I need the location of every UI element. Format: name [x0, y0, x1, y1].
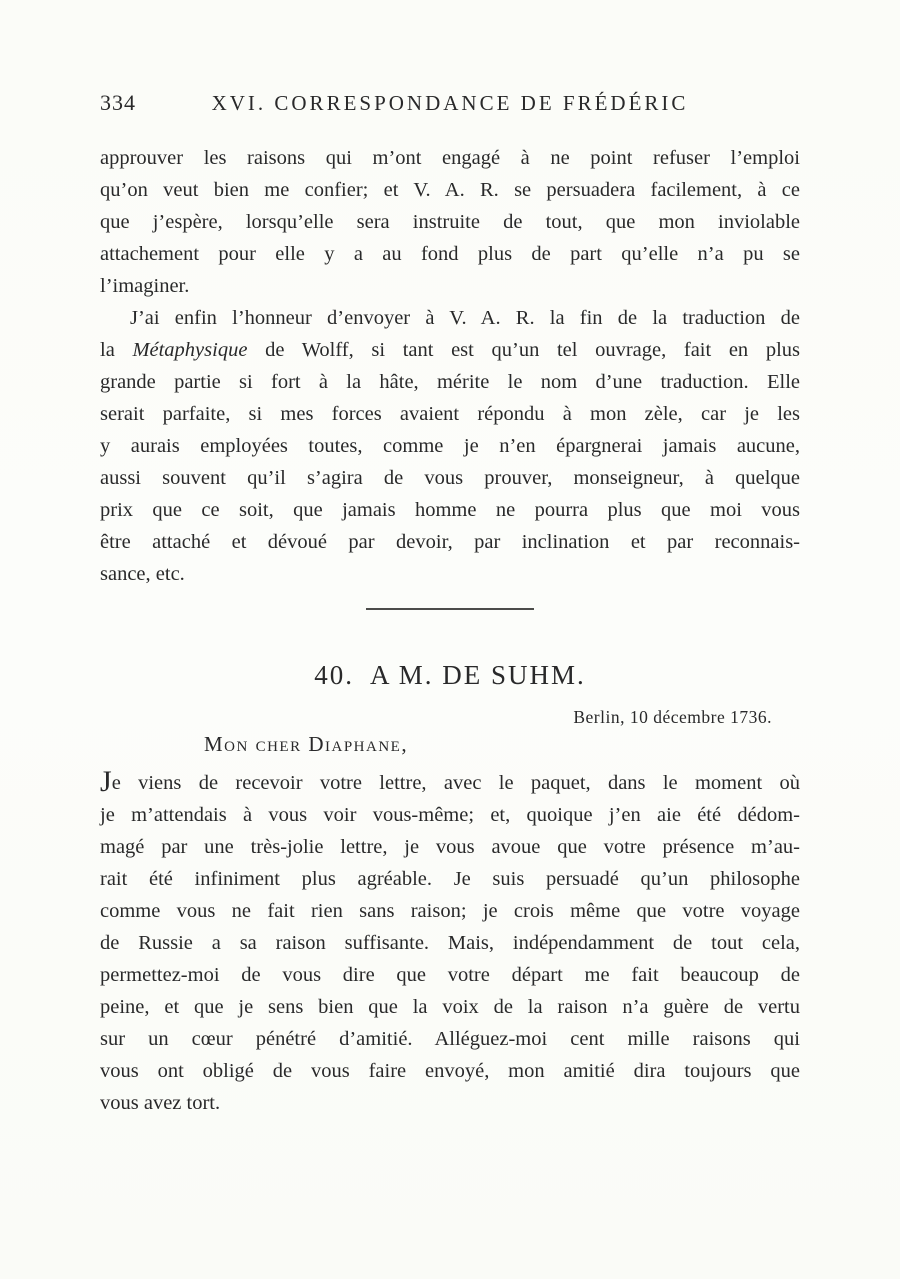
- text-line: que j’espère, lorsqu’elle sera instruite de tout, que mon inviolable: [100, 211, 800, 233]
- text-line: aussi souvent qu’il s’agira de vous prouver, monseigneur, à quelque: [100, 467, 800, 489]
- text-line: peine, et que je sens bien que la voix de la raison n’a guère de vertu: [100, 996, 800, 1018]
- letter-title: A M. DE SUHM.: [369, 660, 586, 690]
- drop-cap-letter: J: [100, 765, 112, 798]
- text-line: grande partie si fort à la hâte, mérite le nom d’une traduction. Elle: [100, 371, 800, 393]
- text-line: comme vous ne fait rien sans raison; je crois même que votre voyage: [100, 900, 800, 922]
- text-line: serait parfaite, si mes forces avaient répondu à mon zèle, car je les: [100, 403, 800, 425]
- text-line: sur un cœur pénétré d’amitié. Alléguez-moi cent mille raisons qui: [100, 1028, 800, 1050]
- text-line: vous avez tort.: [100, 1092, 221, 1114]
- text-line: approuver les raisons qui m’ont engagé à ne point refuser l’emploi: [100, 147, 800, 169]
- text-line: Je viens de recevoir votre lettre, avec le paquet, dans le moment où: [100, 765, 800, 798]
- chapter-title: XVI. CORRESPONDANCE DE FRÉDÉRIC: [211, 91, 689, 115]
- text-line: qu’on veut bien me confier; et V. A. R. se persuadera facilement, à ce: [100, 179, 800, 201]
- text-line: y aurais employées toutes, comme je n’en épargnerai jamais aucune,: [100, 435, 800, 457]
- text-line: être attaché et dévoué par devoir, par inclination et par reconnais-: [100, 531, 800, 553]
- paragraph: [100, 142, 800, 302]
- text-line: rait été infiniment plus agréable. Je suis persuadé qu’un philosophe: [100, 868, 800, 890]
- text-line: J’ai enfin l’honneur d’envoyer à V. A. R. la fin de la traduction de: [130, 307, 800, 329]
- paragraph: [100, 767, 800, 1119]
- letter-number: 40.: [314, 660, 354, 690]
- text-line: attachement pour elle y a au fond plus de part qu’elle n’a pu se: [100, 243, 800, 265]
- text-line: je m’attendais à vous voir vous-même; et, quoique j’en aie été dédom-: [100, 804, 800, 826]
- text-line: permettez-moi de vous dire que votre départ me fait beaucoup de: [100, 964, 800, 986]
- salutation: Mon cher Diaphane,: [204, 732, 409, 756]
- letter-40-body: [100, 767, 800, 1119]
- dateline: Berlin, 10 décembre 1736.: [573, 707, 772, 727]
- letter-heading: [100, 660, 800, 691]
- text-line: la Métaphysique de Wolff, si tant est qu’un tel ouvrage, fait en plus: [100, 339, 800, 361]
- section-separator-rule: [366, 608, 534, 610]
- page-number: 334: [100, 90, 136, 115]
- text-line: sance, etc.: [100, 563, 185, 585]
- text-line: magé par une très-jolie lettre, je vous avoue que votre présence m’au-: [100, 836, 800, 858]
- italic-text: Métaphysique: [132, 339, 248, 361]
- running-head: [100, 90, 800, 118]
- text-line: prix que ce soit, que jamais homme ne pourra plus que moi vous: [100, 499, 800, 521]
- paragraph: [100, 302, 800, 590]
- letter-39-ending: [100, 142, 800, 590]
- text-line: vous ont obligé de vous faire envoyé, mon amitié dira toujours que: [100, 1060, 800, 1082]
- text-line: l’imaginer.: [100, 275, 190, 297]
- text-line: de Russie a sa raison suffisante. Mais, indépendamment de tout cela,: [100, 932, 800, 954]
